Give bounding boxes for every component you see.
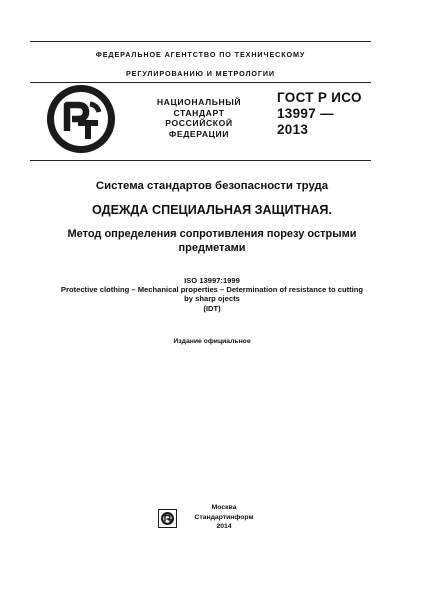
english-title-line-2: by sharp ojects bbox=[184, 294, 240, 304]
publication-year: 2014 bbox=[216, 523, 232, 530]
document-subtitle bbox=[20, 227, 404, 255]
subtitle-line-2: предметами bbox=[178, 242, 246, 254]
publisher-city: Москва bbox=[211, 504, 237, 511]
equivalence-mark: (IDT) bbox=[203, 303, 221, 313]
gost-line-2: 13997 — bbox=[277, 106, 334, 121]
series-title: Система стандартов безопасности труда bbox=[95, 180, 329, 192]
top-rule bbox=[30, 41, 371, 42]
iso-number: ISO 13997:1999 bbox=[184, 276, 240, 285]
agency-line-1: ФЕДЕРАЛЬНОЕ АГЕНТСТВО ПО ТЕХНИЧЕСКОМУ bbox=[95, 50, 306, 59]
national-line-3: РОССИЙСКОЙ bbox=[165, 118, 233, 129]
agency-line-2: РЕГУЛИРОВАНИЮ И МЕТРОЛОГИИ bbox=[125, 69, 276, 78]
subtitle-line-1: Метод определения сопротивления порезу острыми bbox=[67, 228, 357, 240]
gost-line-1: ГОСТ Р ИСО bbox=[277, 90, 362, 105]
national-line-1: НАЦИОНАЛЬНЫЙ bbox=[156, 97, 242, 107]
national-line-4: ФЕДЕРАЦИИ bbox=[168, 128, 230, 139]
national-line-2: СТАНДАРТ bbox=[173, 107, 225, 118]
publisher-block bbox=[179, 503, 269, 532]
english-title-line-1: Protective clothing – Mechanical properties – Determination of resistance to cutting bbox=[60, 285, 364, 295]
publisher-name: Стандартинформ bbox=[194, 513, 254, 521]
gost-line-3: 2013 bbox=[277, 122, 309, 137]
rst-certification-mark-icon bbox=[45, 83, 117, 155]
gost-designation bbox=[277, 90, 387, 138]
national-standard-label bbox=[140, 97, 258, 139]
title-rule bbox=[30, 160, 371, 161]
standartinform-logo-icon bbox=[158, 509, 177, 528]
document-title: ОДЕЖДА СПЕЦИАЛЬНАЯ ЗАЩИТНАЯ. bbox=[92, 203, 332, 217]
edition-label: Издание официальное bbox=[173, 338, 251, 345]
iso-reference bbox=[20, 276, 404, 313]
